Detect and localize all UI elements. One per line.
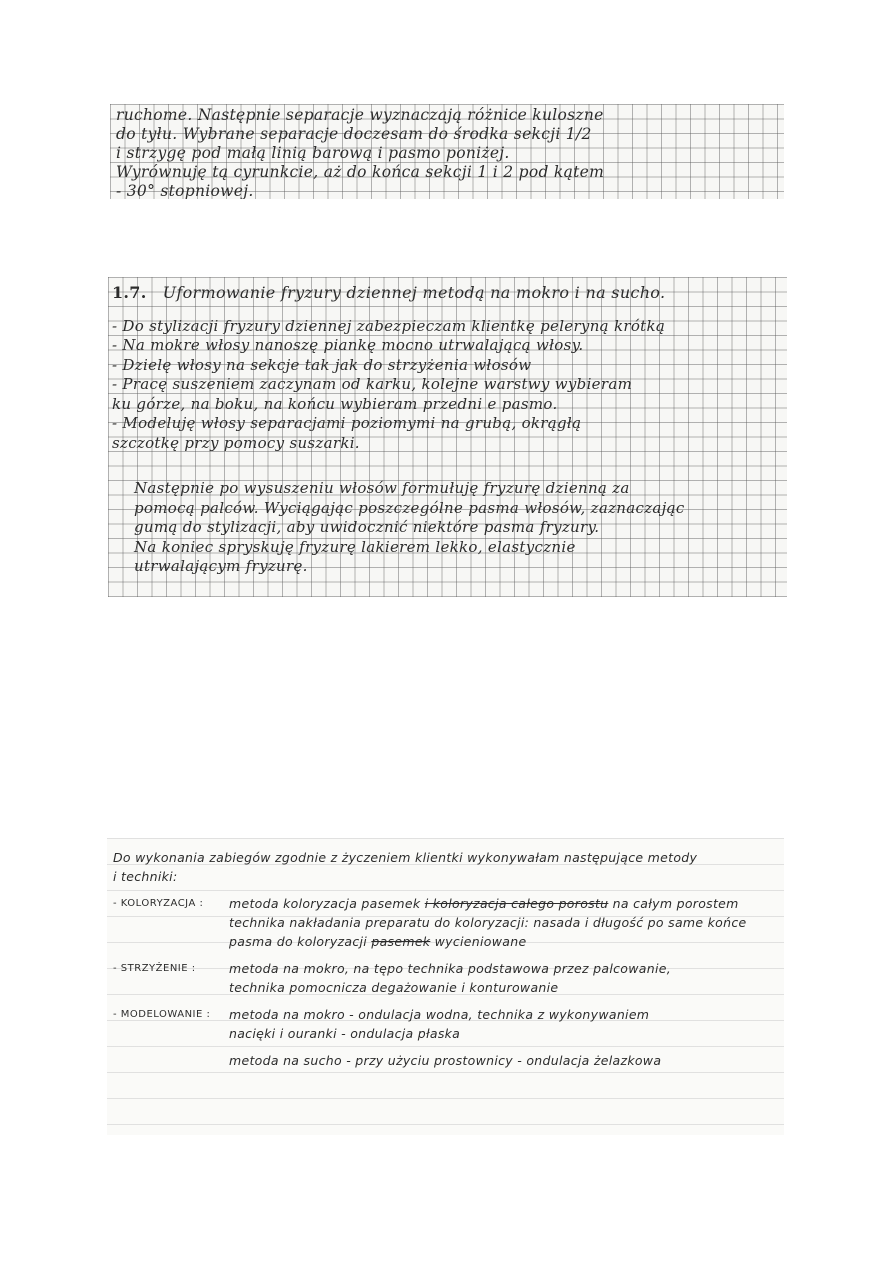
bullet-line: - Pracę suszeniem zaczynam od karku, kolejne warstwy wybieram <box>112 375 633 393</box>
section-number: 1.7. <box>112 283 147 302</box>
method-line: nacięki i ouranki - ondulacja płaska <box>229 1026 461 1041</box>
paragraph-line: Następnie po wysuszeniu włosów formułuję fryzurę dzienną za <box>134 479 630 497</box>
paragraph-line: gumą do stylizacji, aby uwidocznić niektóre pasma fryzury. <box>134 518 600 536</box>
method-line: metoda koloryzacja pasemek i koloryzacja całego porostu na całym porostem <box>229 896 739 911</box>
struck-text: i koloryzacja całego porostu <box>424 896 609 911</box>
bullet-line: szczotkę przy pomocy suszarki. <box>112 433 360 452</box>
handwritten-line: do tyłu. Wybrane separacje doczesam do środka sekcji 1/2 <box>116 125 592 143</box>
method-line: metoda na sucho - przy użyciu prostownicy - ondulacja żelazkowa <box>229 1053 662 1068</box>
intro-line: Do wykonania zabiegów zgodnie z życzeniem klientki wykonywałam następujące metody <box>113 850 698 865</box>
bullet-line: ku górze, na boku, na końcu wybieram przedni e pasmo. <box>112 394 558 413</box>
strzyzenie-section <box>113 959 778 997</box>
intro-line: i techniki: <box>113 869 178 884</box>
handwritten-page-fragment-3 <box>107 838 784 1135</box>
method-line: pasma do koloryzacji pasemek wycieniowane <box>229 934 527 949</box>
modelowanie-section <box>113 1005 778 1070</box>
handwritten-line: - 30° stopniowej. <box>116 182 254 199</box>
paragraph-line: utrwalającym fryzurę. <box>134 557 308 575</box>
koloryzacja-section <box>113 894 778 951</box>
paragraph-gap <box>112 453 781 479</box>
bullet-line: - Do stylizacji fryzury dziennej zabezpieczam klientkę peleryną krótką <box>112 316 666 335</box>
method-line: metoda na mokro, na tępo technika podstawowa przez palcowanie, <box>229 961 672 976</box>
bullet-line: - Na mokre włosy nanoszę piankę mocno utrwalającą włosy. <box>112 336 584 354</box>
handwritten-page-fragment-1 <box>110 104 784 199</box>
section-title: Uformowanie fryzury dziennej metodą na mokro i na sucho. <box>162 283 666 302</box>
bullet-line: - Dzielę włosy na sekcje tak jak do strzyżenia włosów <box>112 355 532 374</box>
method-line: technika pomocnicza degażowanie i konturowanie <box>229 980 559 995</box>
method-line: technika nakładania preparatu do koloryzacji: nasada i długość po same końce <box>229 915 747 930</box>
section-label: - MODELOWANIE : <box>113 1009 211 1020</box>
paragraph-line: Na koniec spryskuję fryzurę lakierem lekko, elastycznie <box>134 537 576 556</box>
bullet-line: - Modeluję włosy separacjami poziomymi na grubą, okrągłą <box>112 414 582 432</box>
method-line: metoda na mokro - ondulacja wodna, technika z wykonywaniem <box>229 1007 650 1022</box>
section-label: - STRZYŻENIE : <box>113 963 196 974</box>
handwritten-line: i strzygę pod małą linią barową i pasmo poniżej. <box>116 144 510 162</box>
handwritten-line: ruchome. Następnie separacje wyznaczają różnice kuloszne <box>116 106 604 124</box>
section-heading <box>112 283 781 303</box>
section-label: - KOLORYZACJA : <box>113 898 204 909</box>
struck-text: pasemek <box>371 934 431 949</box>
handwritten-page-fragment-2 <box>108 277 787 597</box>
paragraph-line: pomocą palców. Wyciągając poszczególne pasma włosów, zaznaczając <box>134 498 685 517</box>
handwritten-line: Wyrównuję tą cyrunkcie, aż do końca sekcji 1 i 2 pod kątem <box>116 163 605 181</box>
